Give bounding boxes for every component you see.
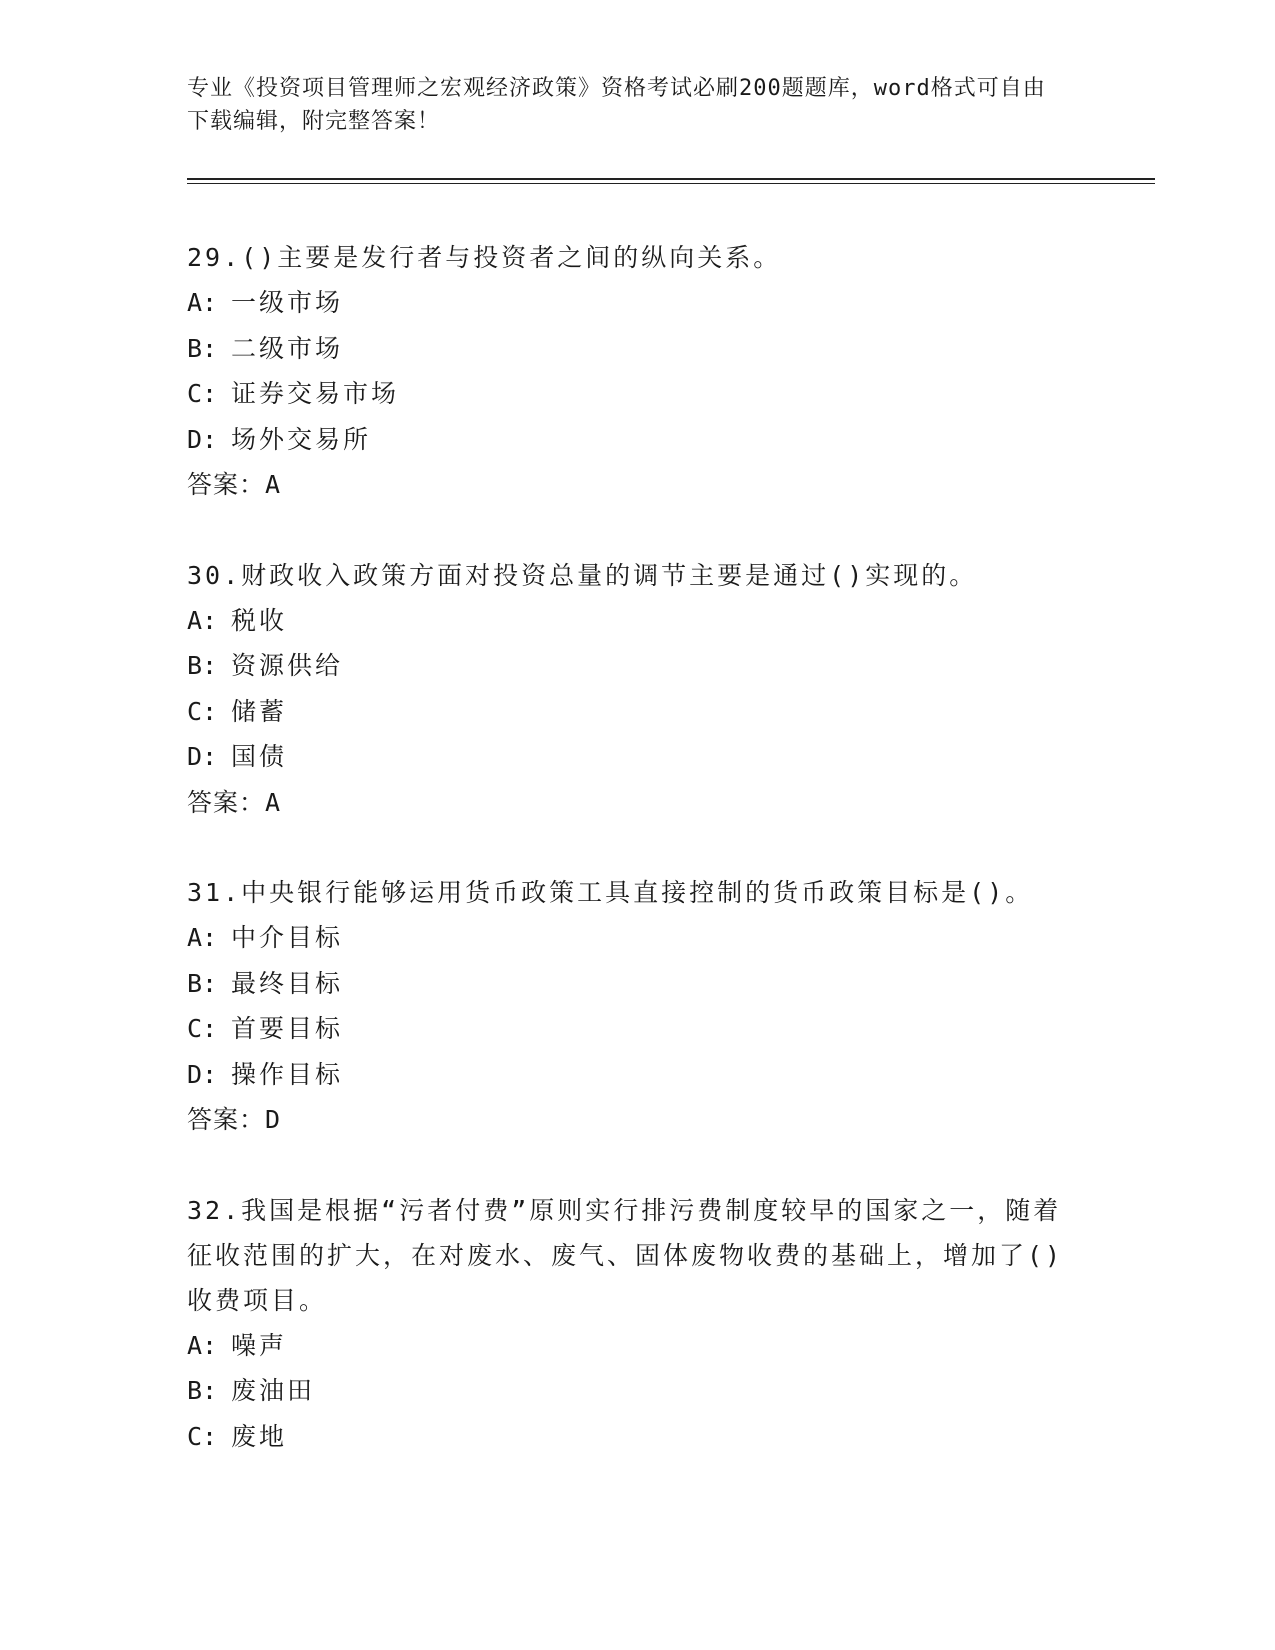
question-30 [187, 553, 1147, 826]
option-a [187, 1323, 1147, 1369]
document-header: 专业《投资项目管理师之宏观经济政策》资格考试必刷200题题库，word格式可自由下载编辑，附完整答案！ [187, 76, 1046, 134]
question-list [187, 235, 1147, 1504]
answer-line [187, 1097, 1147, 1143]
option-b [187, 961, 1147, 1007]
option-text: 二级市场 [231, 333, 344, 363]
option-d [187, 417, 1147, 463]
option-d [187, 1052, 1147, 1098]
question-stem: 31.中央银行能够运用货币政策工具直接控制的货币政策目标是()。 [187, 878, 1034, 907]
question-29 [187, 235, 1147, 508]
option-b [187, 326, 1147, 372]
answer-label: 答案： [187, 470, 266, 499]
option-text: 储蓄 [231, 696, 288, 726]
option-key: D: [187, 742, 218, 771]
question-31 [187, 870, 1147, 1143]
answer-label: 答案： [187, 1105, 266, 1134]
option-text: 最终目标 [231, 968, 344, 998]
answer-line [187, 462, 1147, 508]
option-text: 资源供给 [231, 651, 344, 680]
option-a [187, 280, 1147, 326]
question-32 [187, 1188, 1147, 1460]
option-key: D: [187, 1059, 218, 1089]
option-text: 场外交易所 [231, 424, 372, 454]
option-key: B: [187, 1376, 218, 1405]
option-text: 废油田 [231, 1376, 316, 1405]
option-key: A: [187, 288, 218, 317]
option-b [187, 1368, 1147, 1414]
option-c [187, 371, 1147, 417]
question-stem: 29.()主要是发行者与投资者之间的纵向关系。 [187, 243, 782, 272]
option-text: 废地 [231, 1421, 288, 1451]
header-rule-bottom [187, 183, 1155, 184]
option-text: 证券交易市场 [231, 379, 400, 408]
option-text: 一级市场 [231, 288, 344, 317]
answer-value: A [265, 470, 282, 499]
option-text: 噪声 [231, 1330, 288, 1360]
option-c [187, 689, 1147, 735]
option-b [187, 643, 1147, 689]
option-key: C: [187, 379, 218, 408]
option-key: A: [187, 605, 218, 635]
answer-value: A [265, 787, 282, 817]
option-c [187, 1006, 1147, 1052]
option-key: A: [187, 1330, 218, 1360]
option-key: A: [187, 923, 218, 952]
option-key: B: [187, 968, 218, 998]
option-c [187, 1414, 1147, 1460]
answer-value: D [265, 1105, 282, 1134]
option-a [187, 598, 1147, 644]
option-text: 税收 [231, 605, 288, 635]
question-stem: 32.我国是根据“污者付费”原则实行排污费制度较早的国家之一，随着征收范围的扩大，在对废水、废气、固体废物收费的基础上，增加了()收费项目。 [187, 1195, 1064, 1315]
option-key: B: [187, 333, 218, 363]
option-key: B: [187, 651, 218, 680]
question-stem: 30.财政收入政策方面对投资总量的调节主要是通过()实现的。 [187, 560, 978, 590]
answer-label: 答案： [187, 787, 266, 817]
option-key: C: [187, 696, 218, 726]
option-d [187, 734, 1147, 780]
option-text: 操作目标 [231, 1059, 344, 1089]
option-text: 国债 [231, 742, 288, 771]
answer-line [187, 780, 1147, 826]
option-a [187, 915, 1147, 961]
option-text: 中介目标 [231, 923, 344, 952]
header-rule-top [187, 178, 1155, 180]
option-key: C: [187, 1421, 218, 1451]
option-key: D: [187, 424, 218, 454]
option-key: C: [187, 1014, 218, 1043]
option-text: 首要目标 [231, 1014, 344, 1043]
